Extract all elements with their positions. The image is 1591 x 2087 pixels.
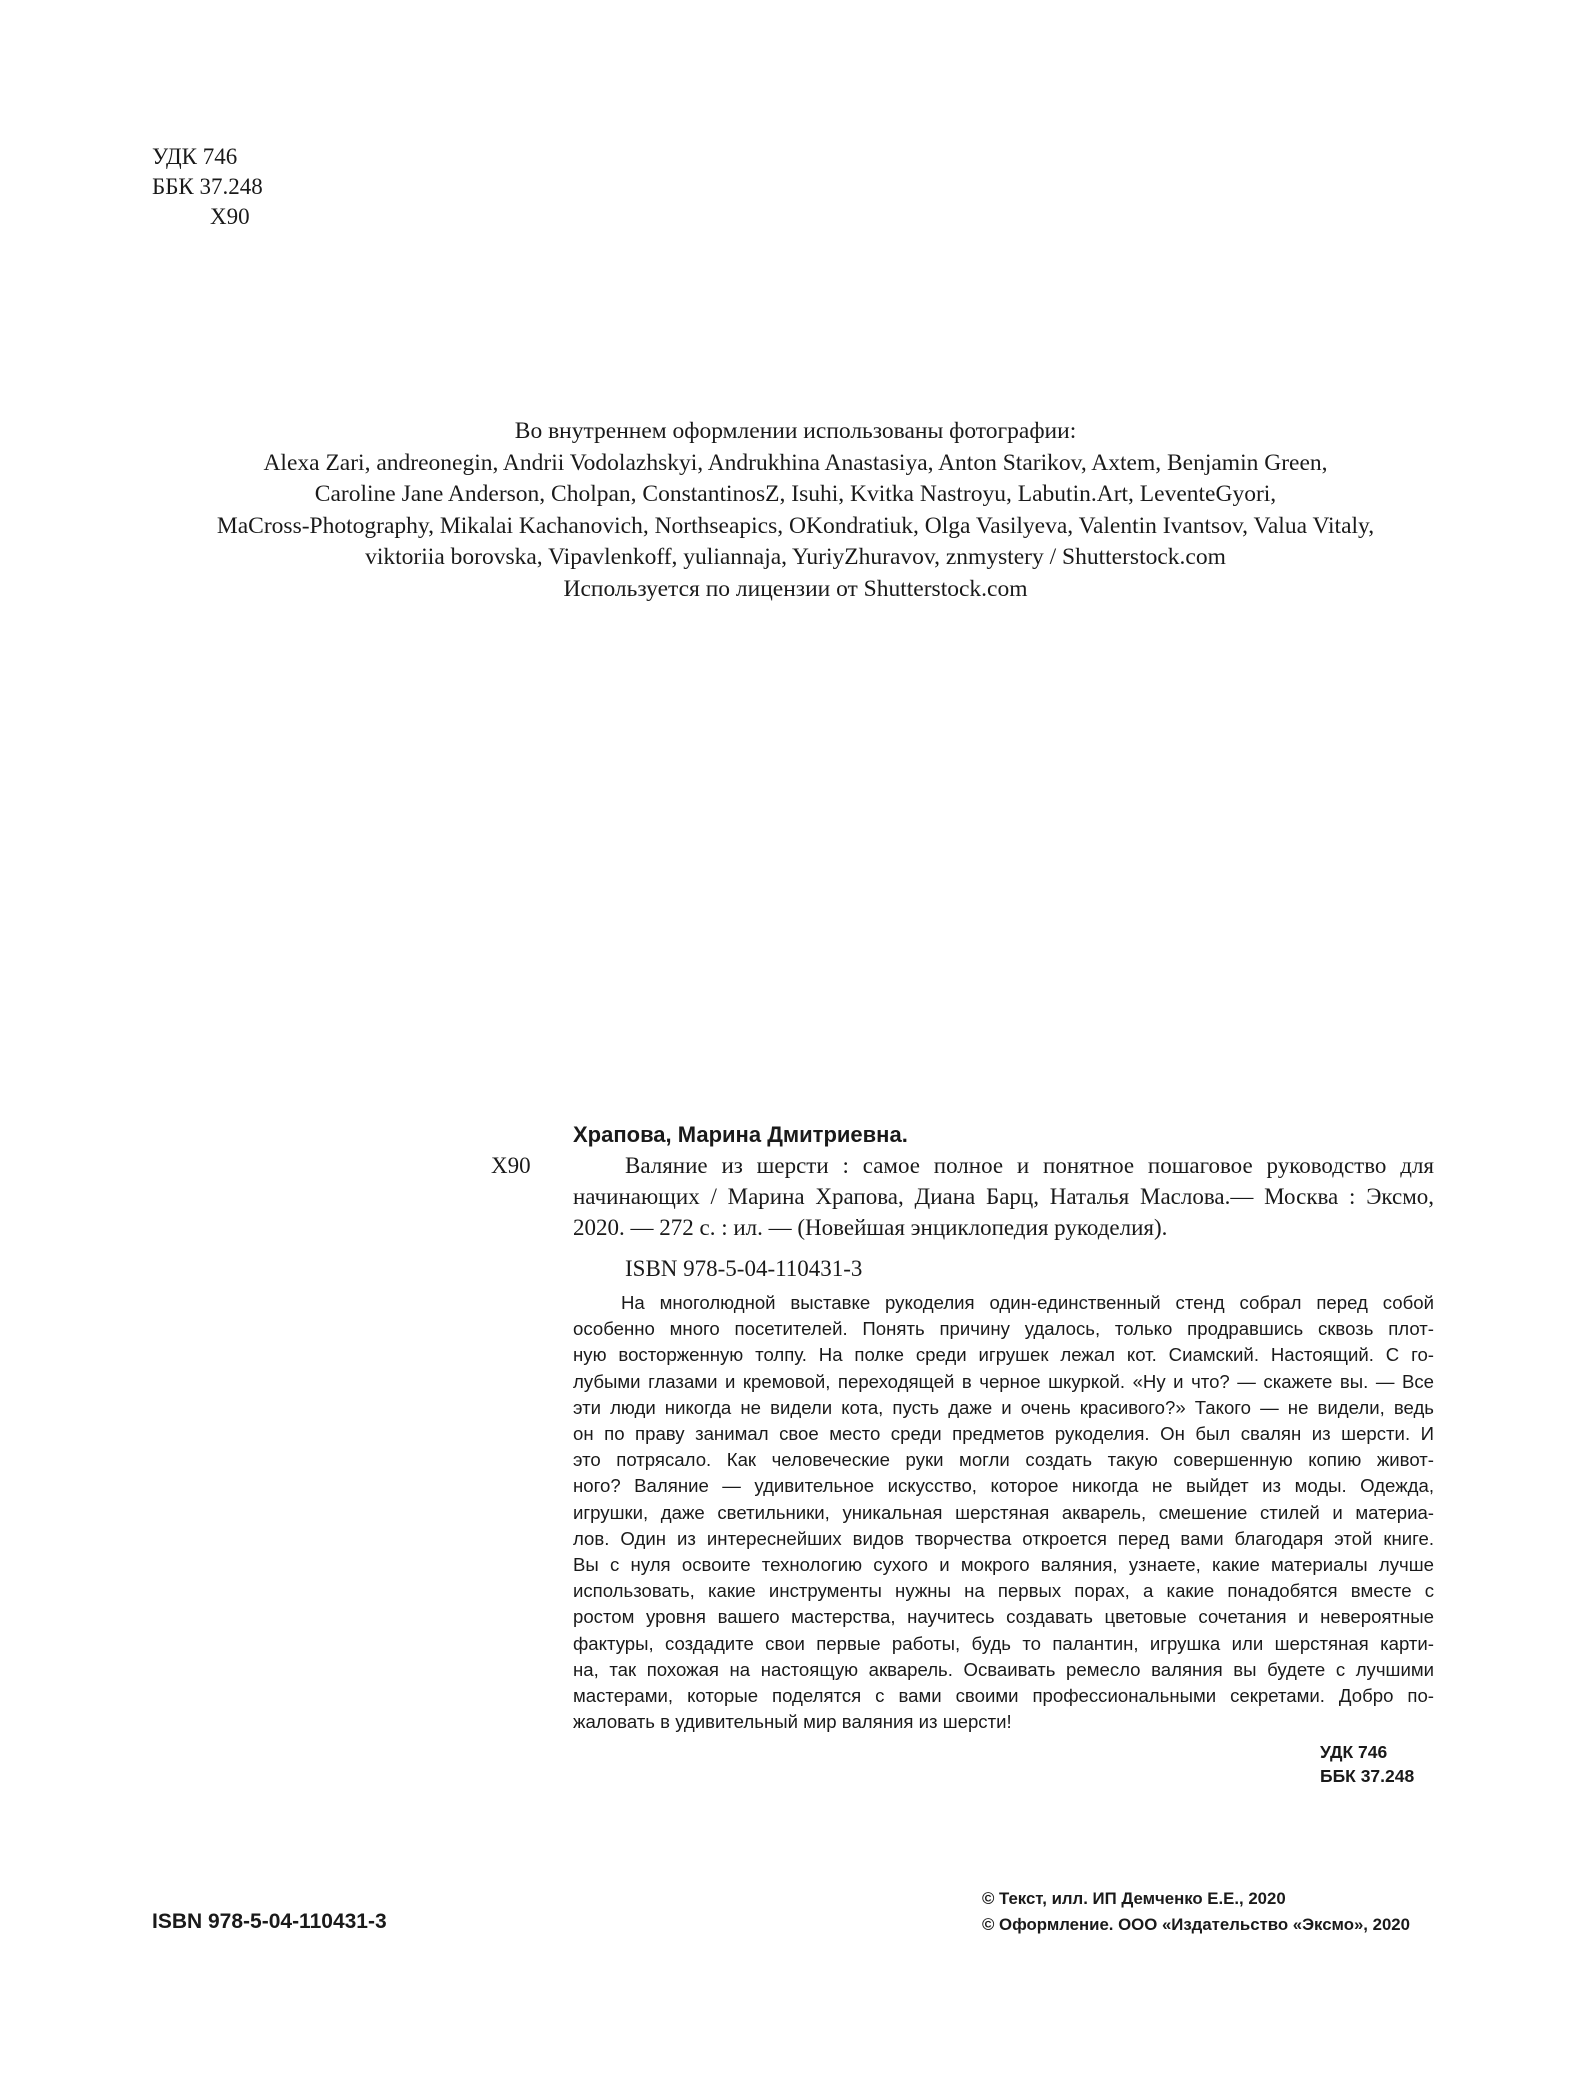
annotation-line: фактуры, создадите свои первые работы, будь то палантин, игрушка или шерстяная карти- [573, 1632, 1434, 1654]
annotation-line: жаловать в удивительный мир валяния из шерсти! [573, 1711, 1012, 1733]
annotation-line: Вы с нуля освоите технологию сухого и мокрого валяния, узнаете, какие материалы лучше [573, 1554, 1434, 1576]
credits-heading: Во внутреннем оформлении использованы фотографии: [514, 418, 1077, 444]
credits-license: Используется по лицензии от Shutterstock.com [563, 575, 1028, 602]
bbk-code: ББК 37.248 [152, 174, 263, 199]
annotation-line: мастерами, которые поделятся с вами своими профессиональными секретами. Добро по- [573, 1685, 1434, 1707]
classification-block-right [1320, 1740, 1414, 1788]
annotation-line: ного? Валяние — удивительное искусство, которое никогда не выйдет из моды. Одежда, [573, 1475, 1434, 1497]
credits-line: Alexa Zari, andreonegin, Andrii Vodolazhskyi, Andrukhina Anastasiya, Anton Starikov, Axtem, Benjamin Green, [263, 449, 1328, 476]
annotation-line: На многолюдной выставке рукоделия один-единственный стенд собрал перед собой [621, 1292, 1434, 1313]
card-author-mark: Х90 [491, 1153, 531, 1178]
bbk-code-right: ББК 37.248 [1320, 1766, 1415, 1786]
annotation-line: ростом уровня вашего мастерства, научитесь создавать цветовые сочетания и невероятные [573, 1606, 1434, 1628]
credits-line: viktoriia borovska, Vipavlenkoff, yuliannaja, YuriyZhuravov, znmystery / Shutterstock.com [365, 544, 1226, 570]
credits-line: Caroline Jane Anderson, Cholpan, ConstantinosZ, Isuhi, Kvitka Nastroyu, Labutin.Art, LeventeGyori, [314, 481, 1277, 507]
credits-line: MaCross-Photography, Mikalai Kachanovich, Northseapics, OKondratiuk, Olga Vasilyeva, Valentin Ivantsov, Valua Vitaly, [216, 512, 1375, 539]
annotation-line: ную восторженную толпу. На полке среди игрушек лежал кот. Сиамский. Настоящий. С го- [573, 1344, 1434, 1366]
copyright-block [982, 1886, 1410, 1938]
classification-block [152, 142, 263, 232]
annotation-line: на, так похожая на настоящую акварель. Осваивать ремесло валяния вы будете с лучшими [573, 1658, 1434, 1680]
udk-code-right: УДК 746 [1320, 1742, 1388, 1762]
author-mark: Х90 [210, 204, 250, 229]
card-description: Валяние из шерсти : самое полное и понятное пошаговое руководство для начинающих / Марина Храпова, Диана Барц, Наталья Маслова.— Москва : Эксмо, 2020. — 272 с. : ил. — (Новейшая энциклопедия рукоделия). [573, 1153, 1434, 1240]
card-author: Храпова, Марина Дмитриевна. [573, 1122, 908, 1147]
copyright-design: © Оформление. ООО «Издательство «Эксмо», 2020 [982, 1915, 1410, 1934]
annotation-line: игрушки, даже светильники, уникальная шерстяная акварель, смешение стилей и материа- [573, 1501, 1434, 1523]
annotation-line: он по праву занимал свое место среди предметов рукоделия. Он был свалян из шерсти. И [573, 1423, 1434, 1445]
copyright-text: © Текст, илл. ИП Демченко Е.Е., 2020 [982, 1889, 1286, 1908]
annotation-line: эти люди никогда не видели кота, пусть даже и очень красивого?» Такого — не видели, ведь [573, 1396, 1434, 1418]
isbn-bottom: ISBN 978-5-04-110431-3 [152, 1910, 387, 1933]
udk-code: УДК 746 [152, 144, 238, 169]
annotation [573, 1290, 1434, 1735]
annotation-line: лубыми глазами и кремовой, переходящей в черное шкуркой. «Ну и что? — скажете вы. — Все [573, 1370, 1434, 1392]
annotation-line: это потрясало. Как человеческие руки могли создать такую совершенную копию живот- [573, 1449, 1434, 1471]
annotation-line: использовать, какие инструменты нужны на первых порах, а какие понадобятся вместе с [573, 1580, 1434, 1602]
card-isbn: ISBN 978-5-04-110431-3 [625, 1256, 863, 1281]
annotation-line: лов. Один из интереснейших видов творчества откроется перед вами благодаря этой книге. [573, 1527, 1434, 1549]
photo-credits [100, 416, 1491, 605]
annotation-line: особенно много посетителей. Понять причину удалось, только продравшись сквозь плот- [573, 1318, 1434, 1340]
bibliographic-card [573, 1119, 1434, 1284]
